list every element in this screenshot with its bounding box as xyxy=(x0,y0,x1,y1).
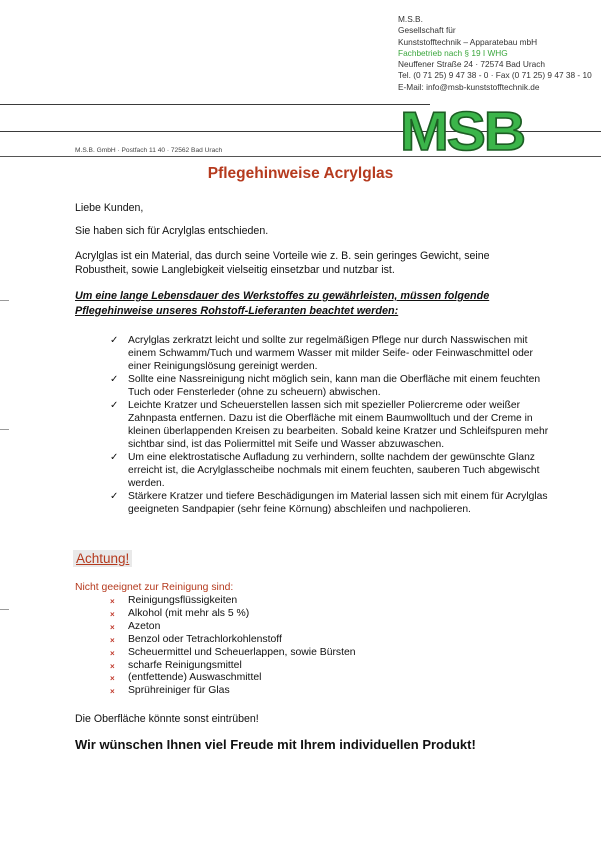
check-icon: ✓ xyxy=(110,452,119,463)
cross-icon: × xyxy=(110,609,115,619)
list-item xyxy=(110,634,356,647)
punch-mark xyxy=(0,429,9,430)
not-suitable-text: (entfettende) Auswaschmittel xyxy=(128,672,262,684)
care-tip-text: Leichte Kratzer und Scheuerstellen lassen sich mit spezieller Poliercreme oder weißer Zahnpasta entfernen. Dazu ist die Oberfläche mit einem Baumwolltuch und der Creme in kleinen überlappenden Kreisen zu bearbeiten. Sobald keine Kratzer und Schleifspuren mehr sichtbar sind, ist das Poliermittel mit Seife und Wasser abzuwaschen. xyxy=(128,400,549,450)
care-tip-text: Um eine elektrostatische Aufladung zu verhindern, sollte nachdem der gewünschte Glanz erreicht ist, die Acrylglasscheibe nochmals mit einem feuchten, sauberen Tuch abgewischt werden. xyxy=(128,452,540,489)
list-item xyxy=(110,672,356,685)
not-suitable-text: Azeton xyxy=(128,620,161,632)
intro-paragraph: Acrylglas ist ein Material, das durch seine Vorteile wie z. B. sein geringes Gewicht, seine Robustheit, sowie Langlebigkeit vielseitig einsetzbar und nutzbar ist. xyxy=(75,250,490,276)
care-tip-text: Stärkere Kratzer und tiefere Beschädigungen im Material lassen sich mit einem für Acrylglas geeigneten Sandpapier (sehr feine Körnung) abschleifen und nachpolieren. xyxy=(128,491,548,515)
not-suitable-heading: Nicht geeignet zur Reinigung sind: xyxy=(75,582,234,593)
cross-icon: × xyxy=(110,635,115,645)
certification-line: Fachbetrieb nach § 19 I WHG xyxy=(398,47,508,58)
list-item xyxy=(110,660,356,673)
list-item xyxy=(110,373,550,399)
company-address-block xyxy=(398,14,592,93)
intro-paragraph: Sie haben sich für Acrylglas entschieden. xyxy=(75,225,269,237)
msb-logo xyxy=(398,102,526,158)
closing-note: Die Oberfläche könnte sonst eintrüben! xyxy=(75,713,259,725)
not-suitable-text: scharfe Reinigungsmittel xyxy=(128,659,242,671)
letterhead-rule-top xyxy=(0,104,430,105)
not-suitable-text: Alkohol (mit mehr als 5 %) xyxy=(128,607,250,619)
list-item xyxy=(110,451,550,490)
list-item xyxy=(110,685,356,698)
care-tip-text: Sollte eine Nassreinigung nicht möglich sein, kann man die Oberfläche mit einem feuchten Tuch oder Fensterleder (ohne zu scheuern) abwischen. xyxy=(128,374,541,398)
warning-label: Achtung! xyxy=(73,550,132,567)
cross-icon: × xyxy=(110,597,115,606)
greeting: Liebe Kunden, xyxy=(75,202,144,214)
not-suitable-text: Scheuermittel und Scheuerlappen, sowie Bürsten xyxy=(128,646,356,658)
company-name-line: Kunststofftechnik – Apparatebau mbH xyxy=(398,36,538,47)
not-suitable-text: Sprühreiniger für Glas xyxy=(128,685,230,697)
cross-icon: × xyxy=(110,674,115,684)
care-tips-list xyxy=(110,334,550,516)
list-item xyxy=(110,334,550,373)
not-suitable-list xyxy=(110,595,356,698)
cross-icon: × xyxy=(110,687,115,697)
phone-fax-line: Tel. (0 71 25) 9 47 38 - 0 · Fax (0 71 25) 9 47 38 - 10 xyxy=(398,70,592,81)
logo-text: MSB xyxy=(400,102,525,158)
list-item xyxy=(110,621,356,634)
list-item xyxy=(110,399,550,451)
cross-icon: × xyxy=(110,648,115,658)
cross-icon: × xyxy=(110,622,115,632)
list-item xyxy=(110,490,550,516)
care-tip-text: Acrylglas zerkratzt leicht und sollte zur regelmäßigen Pflege nur durch Nasswischen mit einem Schwamm/Tuch und warmem Wasser mit milder Seife- oder Feinwaschmittel oder einer Reinigungslösung gereinigt werden. xyxy=(128,335,533,372)
check-icon: ✓ xyxy=(110,374,119,385)
list-item xyxy=(110,595,356,608)
sender-line: M.S.B. GmbH · Postfach 11 40 · 72562 Bad Urach xyxy=(75,147,223,154)
not-suitable-text: Reinigungsflüssigkeiten xyxy=(128,595,238,606)
fold-mark xyxy=(0,609,9,610)
email-line: E-Mail: info@msb-kunststofftechnik.de xyxy=(398,81,540,92)
list-item xyxy=(110,608,356,621)
company-name-line: M.S.B. xyxy=(398,14,423,24)
page-title: Pflegehinweise Acrylglas xyxy=(207,165,394,182)
notice-heading: Um eine lange Lebensdauer des Werkstoffes zu gewährleisten, müssen folgende Pflegehinweise unseres Rohstoff-Lieferanten beachtet werden: xyxy=(75,290,490,317)
company-name-line: Gesellschaft für xyxy=(398,25,456,36)
list-item xyxy=(110,647,356,660)
not-suitable-text: Benzol oder Tetrachlorkohlenstoff xyxy=(128,633,282,645)
check-icon: ✓ xyxy=(110,335,119,346)
final-wish: Wir wünschen Ihnen viel Freude mit Ihrem individuellen Produkt! xyxy=(75,737,476,752)
check-icon: ✓ xyxy=(110,491,119,502)
cross-icon: × xyxy=(110,661,115,671)
fold-mark xyxy=(0,300,9,301)
check-icon: ✓ xyxy=(110,400,119,411)
address-line: Neuffener Straße 24 · 72574 Bad Urach xyxy=(398,59,545,70)
